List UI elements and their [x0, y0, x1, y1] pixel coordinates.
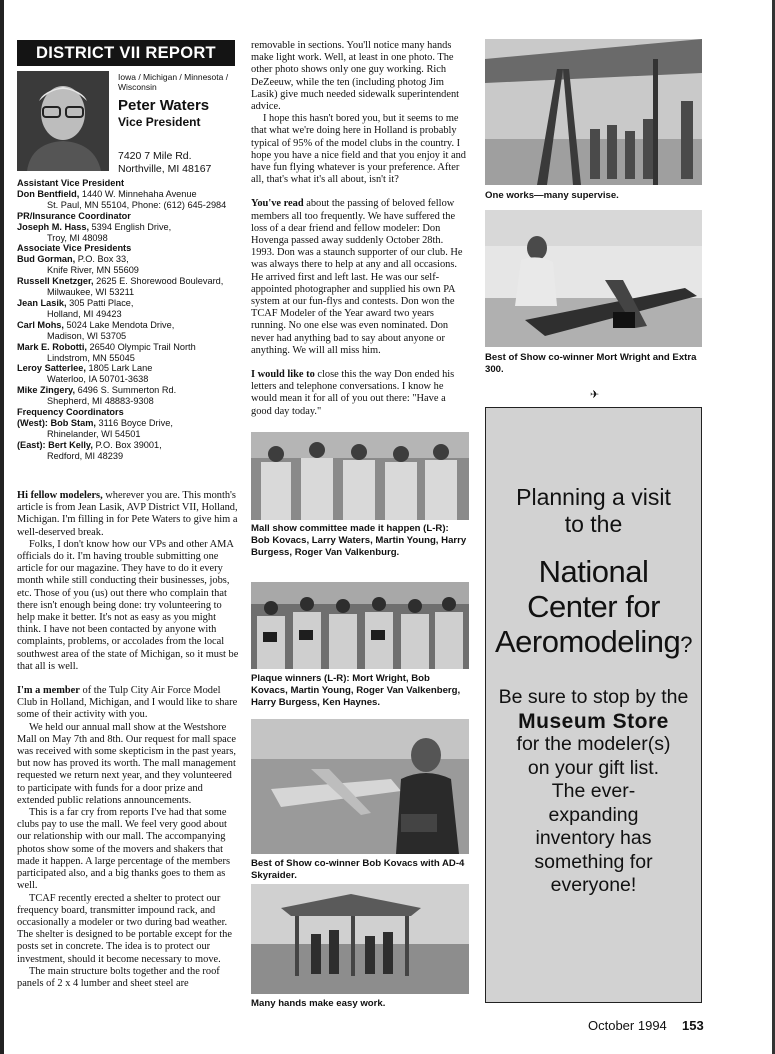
district-states: Iowa / Michigan / Minnesota / Wisconsin	[118, 72, 229, 92]
article-paragraph	[251, 40, 469, 113]
directory-heading: Assistant Vice President	[17, 178, 125, 188]
section-banner: DISTRICT VII REPORT	[17, 40, 235, 66]
directory-heading: PR/Insurance Coordinator	[17, 210, 131, 221]
directory-entry-detail: 1805 Lark Lane	[85, 363, 153, 374]
ad-center-name	[486, 554, 701, 662]
footer-issue: October 1994	[588, 1018, 667, 1033]
portrait-image	[17, 71, 109, 171]
directory-entry	[17, 363, 242, 374]
ad-body-1: Be sure to stop by the	[498, 686, 689, 708]
ad-big-3: Aeromodeling	[494, 624, 681, 659]
ad-body-4: The ever-	[551, 780, 636, 802]
paragraph-text: Folks, I don't know how our VPs and other AMA officials do it. I'm having trouble submitting one article for our magazine. They have to do it every month while still conducting their businesses, jobs, etc. Those of you (us) out there who complain that there isn't enough being done: try volunteering to help make it better. It's not as easy as you might think. I have not been contacted by anyone with complaints, problems, or accolades from the local southwest area of the state of Michigan, so it must be that all is well.	[17, 538, 239, 672]
ad-body-8: everyone!	[550, 874, 637, 896]
caption-many-hands: Many hands make easy work.	[251, 998, 386, 1009]
article-paragraph	[17, 539, 242, 673]
vp-address-line1: 7420 7 Mile Rd.	[118, 150, 192, 162]
directory-entry-detail: Knife River, MN 55609	[47, 265, 139, 276]
directory-entry-detail: 2625 E. Shorewood Boulevard,	[93, 276, 224, 287]
directory-entry-detail: Milwaukee, WI 53211	[47, 287, 135, 298]
article-paragraph	[17, 685, 242, 722]
paragraph-text: We held our annual mall show at the Westshore Mall on May 7th and 8th. Our request for mall space was received with some skepticism in the past years, but now has proved its worth. The mall management requested we return next year, and they volunteered to participate with funds for a door prize and extended public relations announcements.	[17, 721, 237, 806]
directory-entry-address	[17, 309, 242, 320]
directory-entry-name: Joseph M. Hass,	[17, 221, 89, 232]
photo-committee	[251, 432, 469, 520]
footer-page-number: 153	[682, 1018, 704, 1033]
vp-address	[118, 150, 211, 176]
directory-heading: Associate Vice Presidents	[17, 243, 132, 254]
ad-big-1: National	[538, 554, 649, 589]
paragraph-text: wherever you are. This month's article is from Jean Lasik, AVP District VII, Holland, Michigan. I'm filling in for Pete Waters to give him a well-deserved break.	[17, 490, 238, 538]
photo-wright-extra300-image	[485, 210, 702, 347]
photo-one-works	[485, 39, 702, 185]
ad-body-7: something for	[534, 850, 653, 873]
photo-kovacs-skyraider	[251, 719, 469, 854]
directory-entry-address	[17, 331, 242, 342]
directory-entry-detail: Shepherd, MI 48883-9308	[47, 396, 154, 407]
museum-store-ad	[485, 407, 702, 1003]
directory-heading: Frequency Coordinators	[17, 407, 124, 418]
directory-entry-detail: Troy, MI 48098	[47, 232, 108, 243]
vp-title: Vice President	[118, 115, 201, 129]
ad-big-3-wrap	[486, 624, 701, 662]
paragraph-text: about the passing of beloved fellow members all too frequently. We have suffered the loss of a dear friend and fellow modeler: Don Hovenga passed away suddenly October 28th. 1993. Don was a staunch supporter of our club. He was always there to help at any and all occasions. He arrived first and left last. He was our self-appointed photographer and supplied his own PA system at our fun-flys and contests. Don won the TCAF Modeler of the Year award two years running. No one else was even nominated. Don never had anything bad to say about anyone or anything. We will all miss him.	[251, 198, 463, 356]
directory-entry-name: (East): Bert Kelly,	[17, 439, 93, 450]
directory-entry	[17, 440, 242, 451]
paragraph-lead-in: You've read	[251, 198, 304, 210]
vp-name: Peter Waters	[118, 97, 210, 114]
directory-entry-address	[17, 451, 242, 462]
directory-entry	[17, 320, 242, 331]
directory-entry-detail: St. Paul, MN 55104, Phone: (612) 645-2984	[47, 199, 227, 210]
paragraph-lead-in: Hi fellow modelers,	[17, 490, 103, 501]
paragraph-text: This is a far cry from reports I've had that some clubs pay to use the mall. We feel very good about our relationship with our mall. The accompanying photos show some of the movers and shakers that made it happen. A large percentage of the members participated also, and a big thanks goes to them as well.	[17, 807, 231, 892]
directory-entry-address	[17, 396, 242, 407]
directory-entry-detail: 26540 Olympic Trail North	[86, 341, 196, 352]
directory-entry-detail: Holland, MI 49423	[47, 308, 122, 319]
portrait-photo	[17, 71, 109, 171]
directory-entry-detail: 5024 Lake Mendota Drive,	[63, 319, 175, 330]
directory-entry-detail: 6496 S. Summerton Rd.	[75, 385, 177, 396]
directory-entry-detail: P.O. Box 33,	[75, 254, 129, 265]
directory-entry-detail: Madison, WI 53705	[47, 330, 127, 341]
directory-entry	[17, 189, 242, 200]
photo-committee-image	[251, 432, 469, 520]
photo-many-hands-image	[251, 884, 469, 994]
ad-big-2: Center for	[527, 589, 660, 624]
directory-entry	[17, 222, 242, 233]
paragraph-lead-in: I'm a member	[17, 685, 80, 697]
directory-entry-address	[17, 265, 242, 276]
directory-entry-address	[17, 233, 242, 244]
directory-entry-name: Don Bentfield,	[17, 188, 80, 199]
directory-entry-address	[17, 200, 242, 211]
officer-directory	[17, 178, 242, 462]
directory-entry-detail: Waterloo, IA 50701-3638	[47, 374, 149, 385]
directory-entry	[17, 342, 242, 353]
paragraph-text: The main structure bolts together and the roof panels of 2 x 4 lumber and sheet steel are	[17, 965, 220, 989]
photo-plaque-winners	[251, 582, 469, 669]
directory-entry-detail: 305 Patti Place,	[66, 297, 134, 308]
directory-entry-name: Carl Mohs,	[17, 319, 64, 330]
article-paragraph	[17, 807, 242, 892]
directory-entry-address	[17, 353, 242, 364]
ad-line-1: Planning a visit	[516, 484, 671, 510]
article-paragraph	[17, 966, 242, 990]
directory-entry-address	[17, 374, 242, 385]
directory-entry-name: (West): Bob Stam,	[17, 417, 96, 428]
directory-entry-name: Leroy Satterlee,	[17, 363, 86, 374]
directory-entry	[17, 418, 242, 429]
caption-wright: Best of Show co-winner Mort Wright and Extra 300.	[485, 352, 697, 376]
directory-entry-detail: 3116 Boyce Drive,	[95, 417, 173, 428]
directory-entry	[17, 385, 242, 396]
directory-entry-name: Russell Knetzger,	[17, 276, 94, 287]
article-paragraph	[17, 893, 242, 966]
directory-entry-detail: P.O. Box 39001,	[92, 439, 162, 450]
directory-entry-address	[17, 429, 242, 440]
caption-plaque-winners: Plaque winners (L-R): Mort Wright, Bob Kovacs, Martin Young, Roger Van Valkenberg, Harry Burgess, Ken Haynes.	[251, 673, 461, 709]
ad-line-2: to the	[564, 511, 623, 537]
paragraph-text: TCAF recently erected a shelter to protect our frequency board, transmitter impound rack, and occasionally a modeler or two during bad weather. The shelter is designed to be portable except for the posts set in concrete. The idea is to protect our investment, should it become necessary to move.	[17, 892, 232, 965]
directory-entry-detail: Rhinelander, WI 54501	[47, 428, 141, 439]
directory-entry-detail: 5394 English Drive,	[89, 221, 172, 232]
vp-address-line2: Northville, MI 48167	[118, 163, 212, 175]
ad-body-6: inventory has	[535, 827, 652, 849]
paragraph-text: close this the way Don ended his letters and telephone conversations. I know he would mean it for all of you out there: "Have a good day today."	[251, 369, 455, 417]
paragraph-text: I hope this hasn't bored you, but it seems to me that what we're doing here in Holland is probably typical of 95% of the model clubs in the country. I hope you have a nice field and that you enjoy it and have fun flying whatever is your preference. After all, that's what it's all about, isn't it?	[251, 113, 466, 186]
directory-entry-name: Bud Gorman,	[17, 254, 76, 265]
directory-entry-detail: Lindstrom, MN 55045	[47, 352, 135, 363]
caption-one-works: One works—many supervise.	[485, 190, 619, 201]
directory-entry-name: Mike Zingery,	[17, 385, 76, 396]
article-paragraph	[251, 198, 469, 357]
ad-body-2: for the modeler(s)	[516, 733, 671, 755]
ad-museum-store: Museum Store	[518, 709, 669, 733]
ad-body	[486, 686, 701, 898]
photo-wright-extra300	[485, 210, 702, 347]
paragraph-text: removable in sections. You'll notice many hands make light work. Well, at least in one photo. The other photo shows only one guy working. Rich DeZeeuw, while the ten (including photog Jim Lasik) give much needed sidewalk superintendent advice.	[251, 40, 460, 113]
caption-committee: Mall show committee made it happen (L-R): Bob Kovacs, Larry Waters, Martin Young, Harry Burgess, Roger Van Valkenburg.	[251, 523, 467, 559]
airplane-icon: ✈	[590, 388, 600, 401]
directory-entry-name: Jean Lasik,	[17, 297, 67, 308]
article-paragraph	[17, 722, 242, 807]
ad-body-3: on your gift list.	[527, 756, 660, 779]
paragraph-lead-in: I would like to	[251, 369, 315, 381]
directory-entry-detail: 1440 W. Minnehaha Avenue	[79, 188, 197, 199]
directory-entry	[17, 276, 242, 287]
article-column-2	[251, 40, 469, 418]
photo-kovacs-skyraider-image	[251, 719, 469, 854]
directory-entry	[17, 298, 242, 309]
article-paragraph	[251, 113, 469, 186]
ad-body-5: expanding	[548, 803, 639, 826]
directory-entry-address	[17, 287, 242, 298]
photo-plaque-winners-image	[251, 582, 469, 669]
article-paragraph	[251, 369, 469, 418]
ad-headline	[486, 484, 701, 538]
photo-many-hands	[251, 884, 469, 994]
directory-entry	[17, 254, 242, 265]
photo-one-works-image	[485, 39, 702, 185]
directory-entry-detail: Redford, MI 48239	[47, 450, 124, 461]
caption-kovacs: Best of Show co-winner Bob Kovacs with AD-4 Skyraider.	[251, 858, 465, 882]
directory-entry-name: Mark E. Robotti,	[17, 341, 87, 352]
paragraph-text: of the Tulp City Air Force Model Club in Holland, Michigan, and I would like to share some of their activity with you.	[17, 685, 238, 721]
article-paragraph	[17, 490, 242, 539]
ad-question-mark: ?	[680, 632, 693, 657]
article-column-1	[17, 490, 242, 990]
